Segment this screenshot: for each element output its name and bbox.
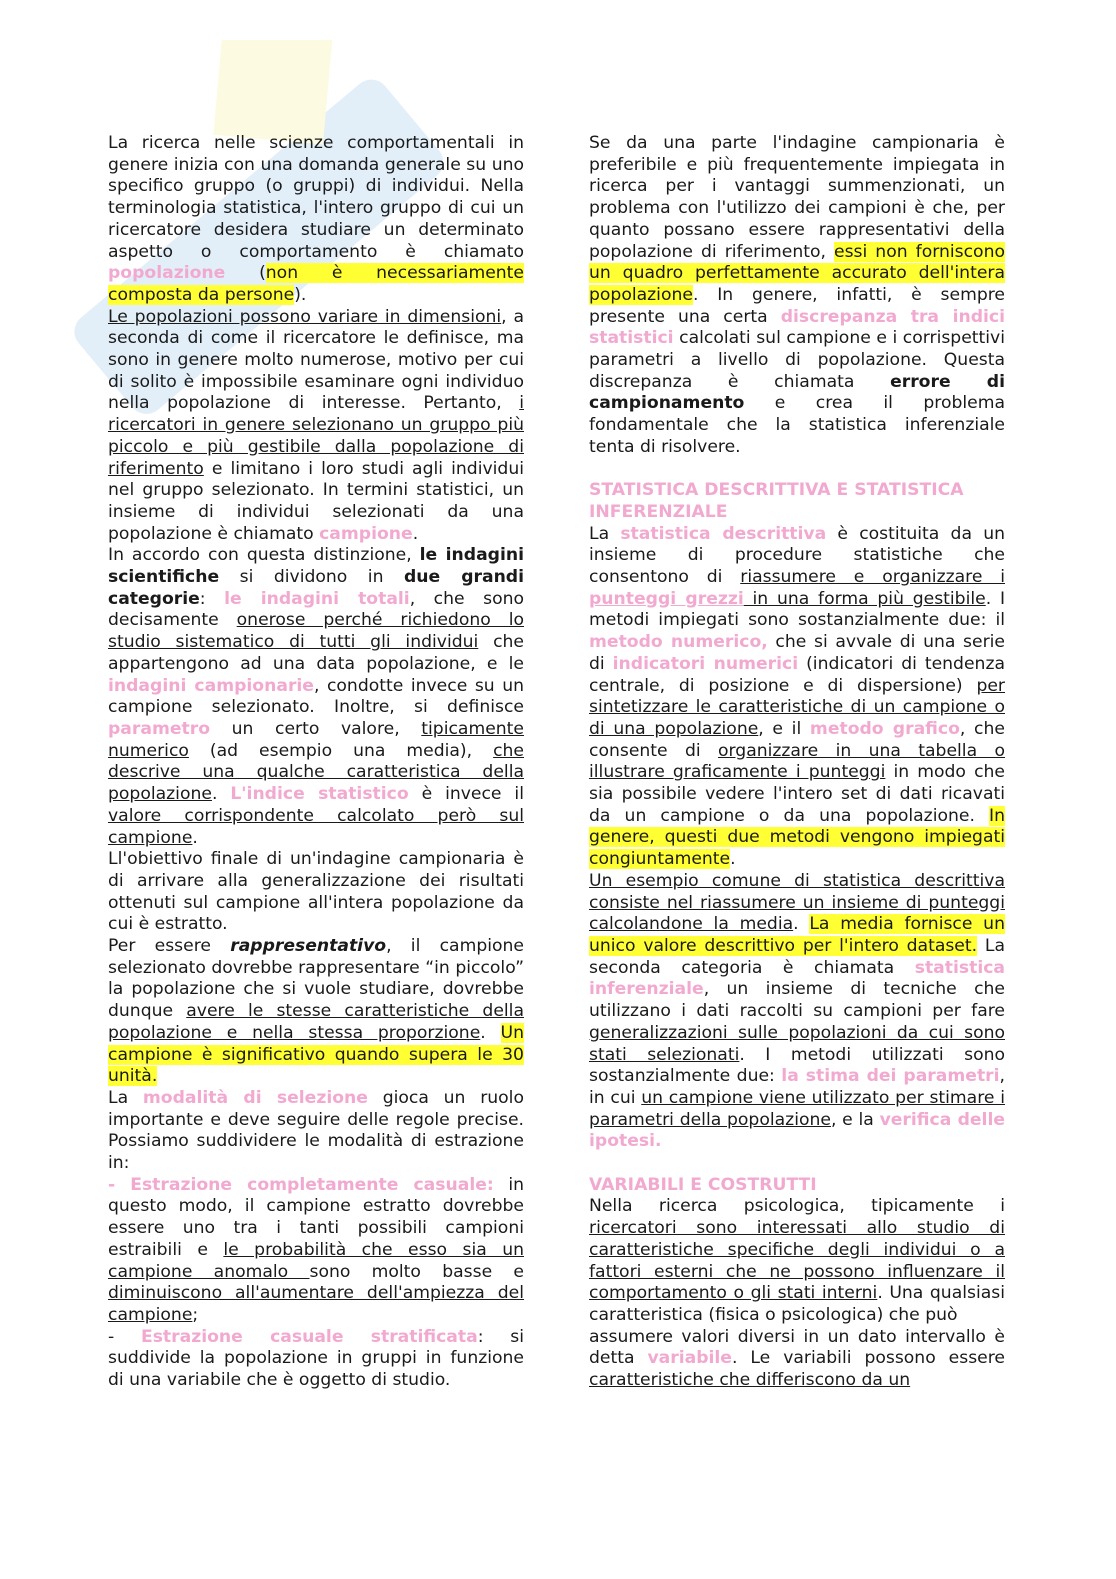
section-heading-variabili: VARIABILI E COSTRUTTI xyxy=(589,1174,817,1195)
right-paragraph-4: Nella ricerca psicologica, tipicamente i ricercatori sono interessati allo studio di caratteristiche specifiche degli individui o a fattori esterni che ne possono influenzare il comportamento o gli stati interni. Una qualsiasi caratteristica (fisica o psicologica) che può xyxy=(589,1196,1006,1325)
right-column xyxy=(589,133,1005,1392)
left-column xyxy=(108,133,524,1392)
right-paragraph-3: Un esempio comune di statistica descrittiva consiste nel riassumere un insieme di punteggi calcolandone la media. La media fornisce un unico valore descrittivo per l'intero dataset. La seconda categoria è chiamata statistica inferenziale, un insieme di tecniche che utilizzano i dati raccolti su campioni per fare generalizzazioni sulle popolazioni da cui sono stati selezionati. I metodi utilizzati sono sostanzialmente due: la stima dei parametri, in cui un campione viene utilizzato per stimare i parametri della popolazione, e la verifica delle ipotesi. xyxy=(589,870,1005,1152)
right-paragraph-2: La statistica descrittiva è costituita da un insieme di procedure statistiche che consentono di riassumere e organizzare i punteggi grezzi in una forma più gestibile. I metodi impiegati sono sostanzialmente due: il metodo numerico, che si avvale di una serie di indicatori numerici (indicatori di tendenza centrale, di posizione e di dispersione) per sintetizzare le caratteristiche di un campione o di una popolazione, e il metodo grafico, che consente di organizzare in una tabella o illustrare graficamente i punteggi in modo che sia possibile vedere l'intero set di dati ricavati da un campione o da una popolazione. In genere, questi due metodi vengono impiegati congiuntamente. xyxy=(589,523,1006,870)
left-paragraph-1: La ricerca nelle scienze comportamentali in genere inizia con una domanda generale su uno specifico gruppo (o gruppi) di individui. Nella terminologia statistica, l'intero gruppo di cui un ricercatore desidera studiare un determinato aspetto o comportamento è chiamato popolazione (non è necessariamente composta da persone). xyxy=(108,133,524,305)
right-paragraph-5: assumere valori diversi in un dato intervallo è detta variabile. Le variabili possono essere caratteristiche che differiscono da un xyxy=(589,1326,1005,1391)
section-heading-statistica: STATISTICA DESCRITTIVA E STATISTICA INFERENZIALE xyxy=(589,480,964,522)
left-paragraph-5: Per essere rappresentativo, il campione selezionato dovrebbe rappresentare “in piccolo” la popolazione che si vuole studiare, dovrebbe dunque avere le stesse caratteristiche della popolazione e nella stessa proporzione. Un campione è significativo quando supera le 30 unità. xyxy=(108,936,524,1087)
left-paragraph-3: In accordo con questa distinzione, le indagini scientifiche si dividono in due grandi categorie: le indagini totali, che sono decisamente onerose perché richiedono lo studio sistematico di tutti gli individui che appartengono ad una data popolazione, e le indagini campionarie, condotte invece su un campione selezionato. Inoltre, si definisce parametro un certo valore, tipicamente numerico (ad esempio una media), che descrive una qualche caratteristica della popolazione. L'indice statistico è invece il valore corrispondente calcolato però sul campione. xyxy=(108,545,525,848)
right-paragraph-1: Se da una parte l'indagine campionaria è preferibile e più frequentemente impiegata in ricerca per i vantaggi summenzionati, un problema con l'utilizzo dei campioni è che, per quanto possano essere rappresentativi della popolazione di riferimento, essi non forniscono un quadro perfettamente accurato dell'intera popolazione. In genere, infatti, è sempre presente una certa discrepanza tra indici statistici calcolati sul campione e i corrispettivi parametri a livello di popolazione. Questa discrepanza è chiamata errore di campionamento e crea il problema fondamentale che la statistica inferenziale tenta di risolvere. xyxy=(589,133,1006,457)
left-paragraph-6: La modalità di selezione gioca un ruolo importante e deve seguire delle regole precise. Possiamo suddividere le modalità di estrazione in: xyxy=(108,1087,524,1174)
left-paragraph-7: - Estrazione completamente casuale: in questo modo, il campione estratto dovrebbe essere uno tra i tanti possibili campioni estraibili e le probabilità che esso sia un campione anomalo sono molto basse e diminuiscono all'aumentare dell'ampiezza del campione; xyxy=(108,1174,525,1325)
left-paragraph-4: Ll'obiettivo finale di un'indagine campionaria è di arrivare alla generalizzazione dei risultati ottenuti sul campione all'intera popolazione da cui è estratto. xyxy=(108,849,524,935)
left-paragraph-2: Le popolazioni possono variare in dimensioni, a seconda di come il ricercatore le definisce, ma sono in genere molto numerose, motivo per cui di solito è impossibile esaminare ogni individuo nella popolazione di interesse. Pertanto, i ricercatori in genere selezionano un gruppo più piccolo e più gestibile dalla popolazione di riferimento e limitano i loro studi agli individui nel gruppo selezionato. In termini statistici, un insieme di individui selezionati da una popolazione è chiamato campione. xyxy=(108,306,524,544)
left-paragraph-8: - Estrazione casuale stratificata: si suddivide la popolazione in gruppi in funzione di una variabile che è oggetto di studio. xyxy=(108,1326,524,1391)
